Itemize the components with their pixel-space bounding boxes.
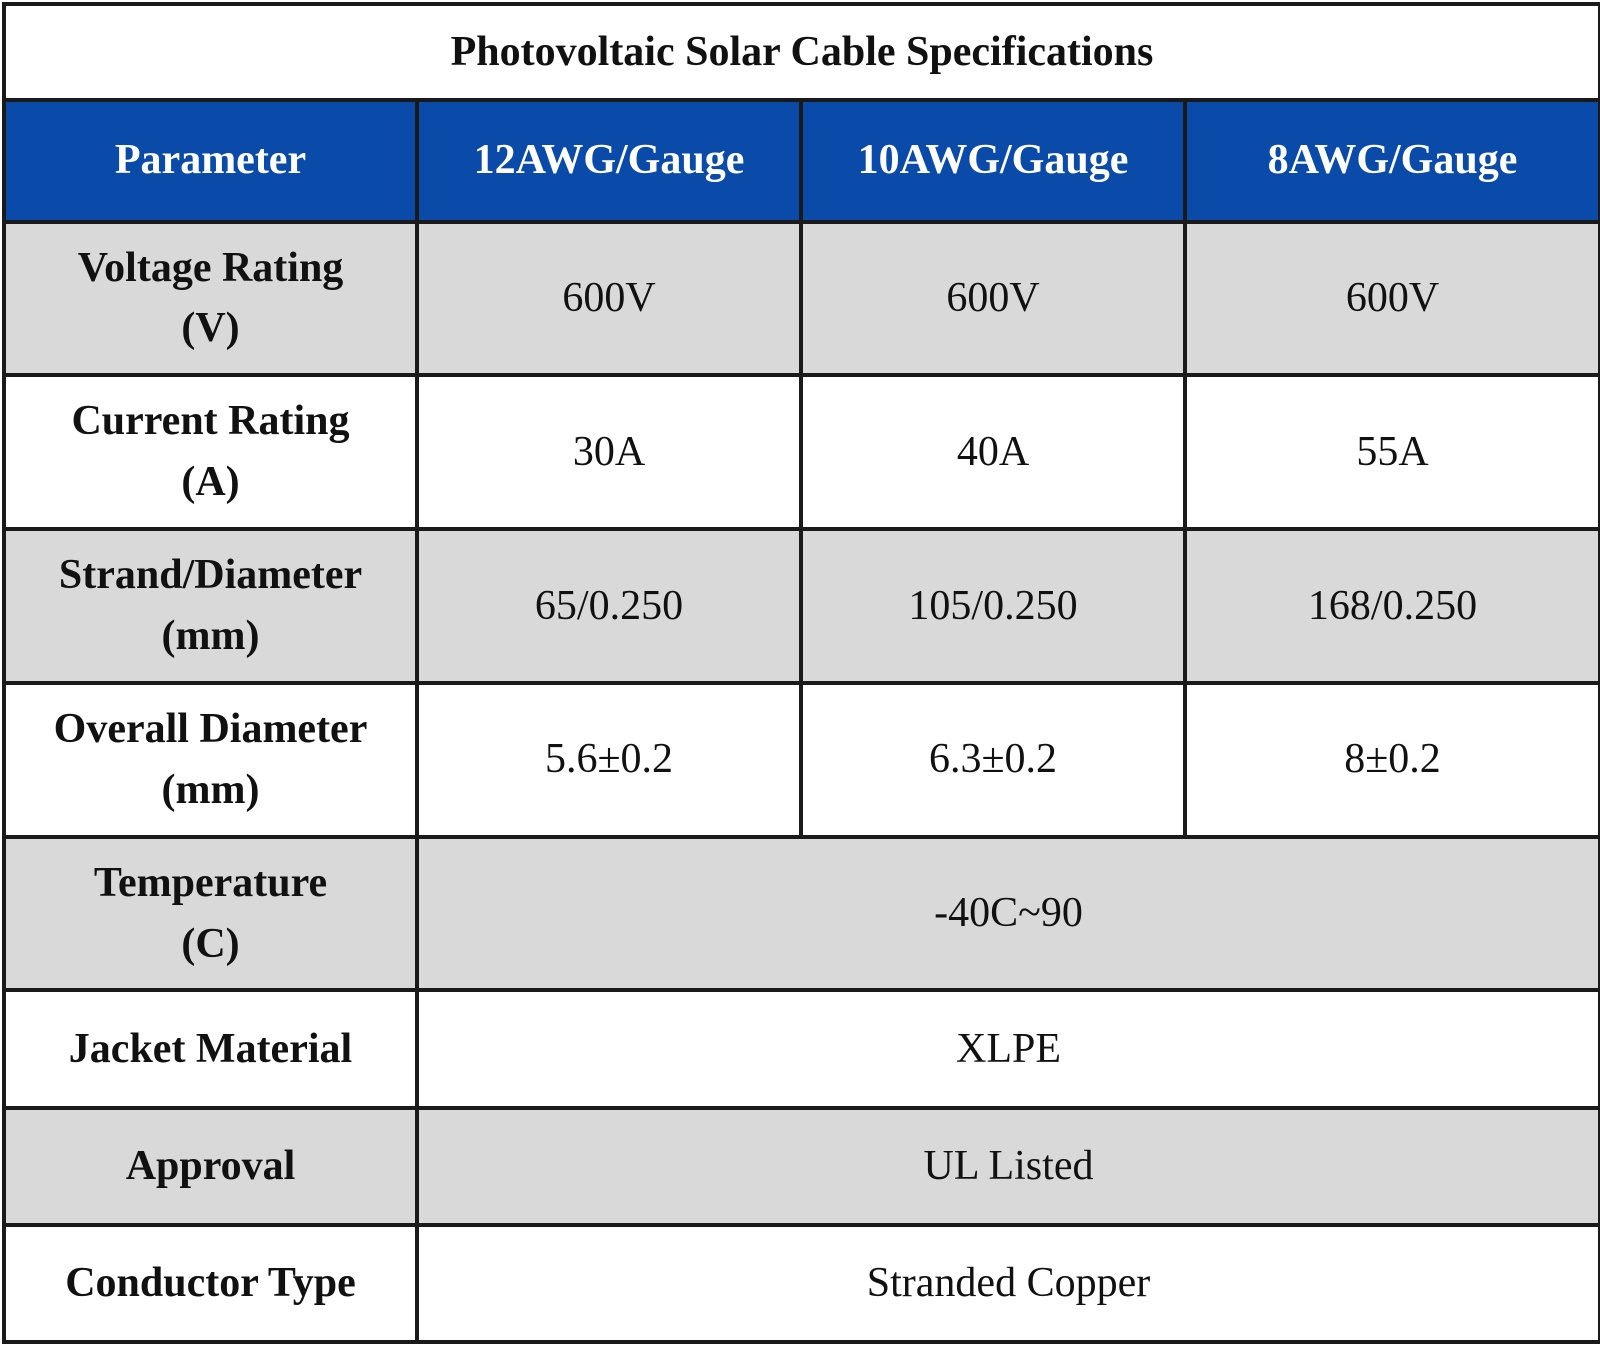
cell-current-12awg: 30A — [417, 375, 801, 529]
row-label-line: Overall Diameter — [53, 705, 368, 752]
row-label-line: Current Rating — [71, 398, 350, 445]
header-parameter: Parameter — [4, 100, 417, 221]
table-row-current — [4, 375, 1600, 529]
header-10awg: 10AWG/Gauge — [801, 100, 1185, 221]
cell-overall-10awg: 6.3±0.2 — [801, 683, 1185, 837]
header-row — [4, 100, 1600, 221]
table-row-conductor — [4, 1225, 1600, 1342]
row-label-current — [4, 375, 417, 529]
cell-overall-12awg: 5.6±0.2 — [417, 683, 801, 837]
cell-strand-8awg: 168/0.250 — [1185, 529, 1600, 683]
row-label-jacket: Jacket Material — [4, 990, 417, 1107]
row-label-voltage — [4, 222, 417, 376]
cell-current-8awg: 55A — [1185, 375, 1600, 529]
cell-temperature: -40C~90 — [417, 837, 1600, 991]
row-label-unit: (mm) — [161, 612, 260, 659]
row-label-strand — [4, 529, 417, 683]
title-row — [4, 4, 1600, 100]
row-label-line: Strand/Diameter — [58, 552, 363, 599]
cell-voltage-8awg: 600V — [1185, 222, 1600, 376]
row-label-temperature — [4, 837, 417, 991]
cell-strand-10awg: 105/0.250 — [801, 529, 1185, 683]
row-label-unit: (A) — [181, 459, 240, 506]
row-label-overall-diameter — [4, 683, 417, 837]
table-row-strand — [4, 529, 1600, 683]
row-label-line: Temperature — [93, 859, 328, 906]
table-row-temperature — [4, 837, 1600, 991]
table-row-approval — [4, 1108, 1600, 1225]
cell-jacket: XLPE — [417, 990, 1600, 1107]
cell-strand-12awg: 65/0.250 — [417, 529, 801, 683]
cell-current-10awg: 40A — [801, 375, 1185, 529]
cell-voltage-10awg: 600V — [801, 222, 1185, 376]
row-label-line: Voltage Rating — [77, 244, 344, 291]
row-label-unit: (mm) — [161, 766, 260, 813]
row-label-approval: Approval — [4, 1108, 417, 1225]
header-12awg: 12AWG/Gauge — [417, 100, 801, 221]
cell-voltage-12awg: 600V — [417, 222, 801, 376]
cell-conductor: Stranded Copper — [417, 1225, 1600, 1342]
cell-overall-8awg: 8±0.2 — [1185, 683, 1600, 837]
row-label-unit: (C) — [181, 920, 240, 967]
row-label-conductor: Conductor Type — [4, 1225, 417, 1342]
row-label-unit: (V) — [181, 305, 240, 352]
table-row-jacket — [4, 990, 1600, 1107]
table-title: Photovoltaic Solar Cable Specifications — [4, 4, 1600, 100]
cell-approval: UL Listed — [417, 1108, 1600, 1225]
table-row-overall-diameter — [4, 683, 1600, 837]
header-8awg: 8AWG/Gauge — [1185, 100, 1600, 221]
spec-table — [2, 2, 1600, 1344]
table-row-voltage — [4, 222, 1600, 376]
